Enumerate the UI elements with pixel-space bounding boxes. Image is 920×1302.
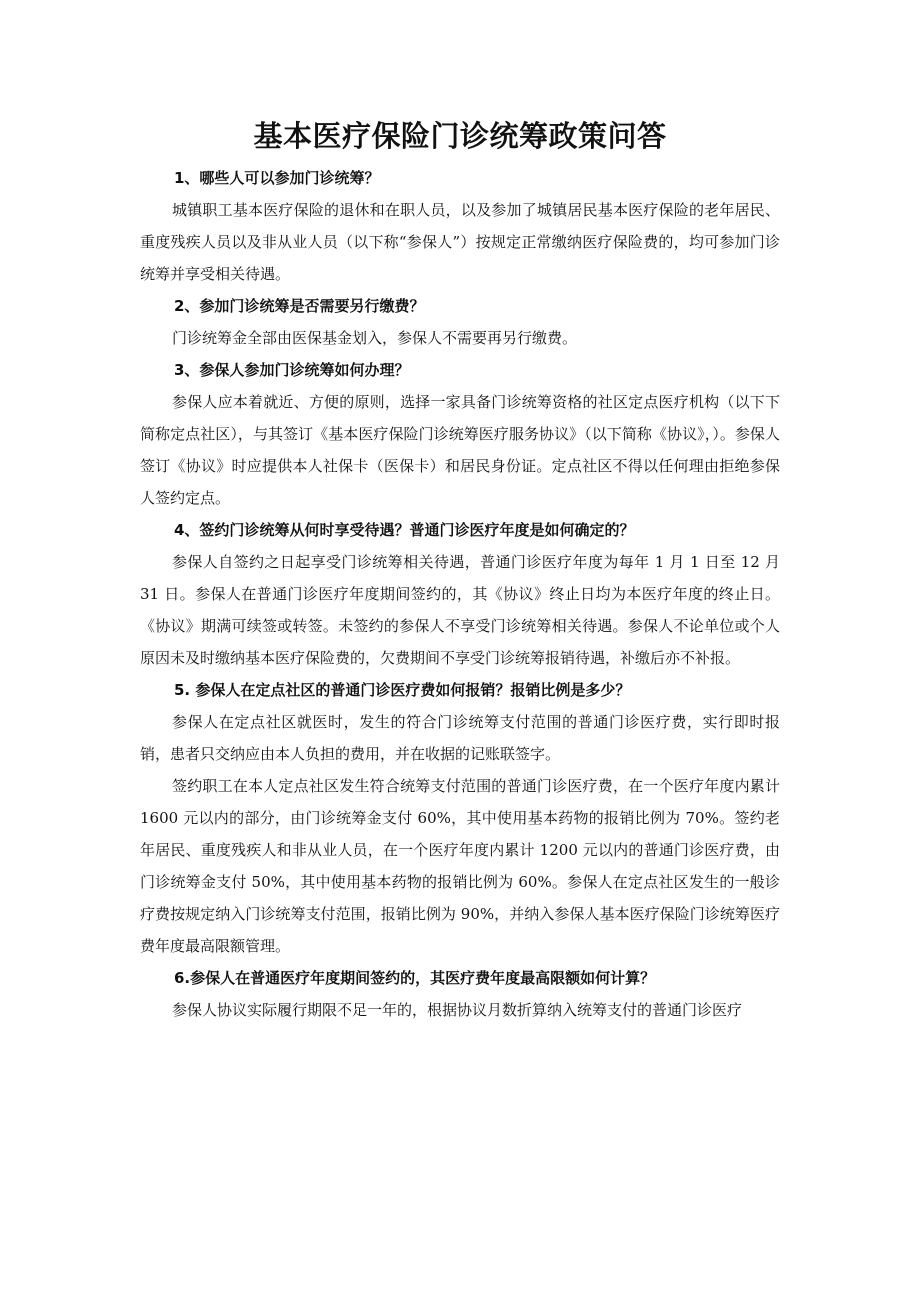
answer-5-paragraph-1: 参保人在定点社区就医时，发生的符合门诊统筹支付范围的普通门诊医疗费，实行即时报销，患者只交纳应由本人负担的费用，并在收据的记账联签字。 (140, 713, 780, 763)
question-3: 3、参保人参加门诊统筹如何办理？ (174, 361, 410, 379)
answer-4-paragraph-1: 参保人自签约之日起享受门诊统筹相关待遇，普通门诊医疗年度为每年 1 月 1 日至 12 月 31 日。参保人在普通门诊医疗年度期间签约的，其《协议》终止日均为本医疗年度的终止日。《协议》期满可续签或转签。未签约的参保人不享受门诊统筹相关待遇。参保人不论单位或个人原因未及时缴纳基本医疗保险费的，欠费期间不享受门诊统筹报销待遇，补缴后亦不补报。 (140, 553, 780, 667)
question-2: 2、参加门诊统筹是否需要另行缴费？ (174, 297, 425, 315)
answer-5-paragraph-2: 签约职工在本人定点社区发生符合统筹支付范围的普通门诊医疗费，在一个医疗年度内累计 1600 元以内的部分，由门诊统筹金支付 60%，其中使用基本药物的报销比例为 70%。签约老年居民、重度残疾人和非从业人员，在一个医疗年度内累计 1200 元以内的普通门诊医疗费，由门诊统筹金支付 50%，其中使用基本药物的报销比例为 60%。参保人在定点社区发生的一般诊疗费按规定纳入门诊统筹支付范围，报销比例为 90%，并纳入参保人基本医疗保险门诊统筹医疗费年度最高限额管理。 (140, 777, 780, 955)
document-title: 基本医疗保险门诊统筹政策问答 (253, 119, 667, 153)
answer-3-paragraph-1: 参保人应本着就近、方便的原则，选择一家具备门诊统筹资格的社区定点医疗机构（以下下简称定点社区），与其签订《基本医疗保险门诊统筹医疗服务协议》（以下简称《协议》，）。参保人签订《协议》时应提供本人社保卡（医保卡）和居民身份证。定点社区不得以任何理由拒绝参保人签约定点。 (140, 393, 780, 507)
question-1: 1、哪些人可以参加门诊统筹？ (174, 169, 380, 187)
document-body (140, 162, 780, 1026)
answer-1-paragraph-1: 城镇职工基本医疗保险的退休和在职人员，以及参加了城镇居民基本医疗保险的老年居民、重度残疾人员以及非从业人员（以下称“参保人”）按规定正常缴纳医疗保险费的，均可参加门诊统筹并享受相关待遇。 (140, 201, 780, 283)
question-5: 5. 参保人在定点社区的普通门诊医疗费如何报销？报销比例是多少？ (174, 681, 631, 699)
answer-6-paragraph-1: 参保人协议实际履行期限不足一年的，根据协议月数折算纳入统筹支付的普通门诊医疗 (172, 1001, 743, 1019)
question-6: 6.参保人在普通医疗年度期间签约的，其医疗费年度最高限额如何计算？ (174, 969, 656, 987)
question-4: 4、签约门诊统筹从何时享受待遇？普通门诊医疗年度是如何确定的？ (174, 521, 635, 539)
answer-2-paragraph-1: 门诊统筹金全部由医保基金划入，参保人不需要再另行缴费。 (172, 329, 578, 347)
